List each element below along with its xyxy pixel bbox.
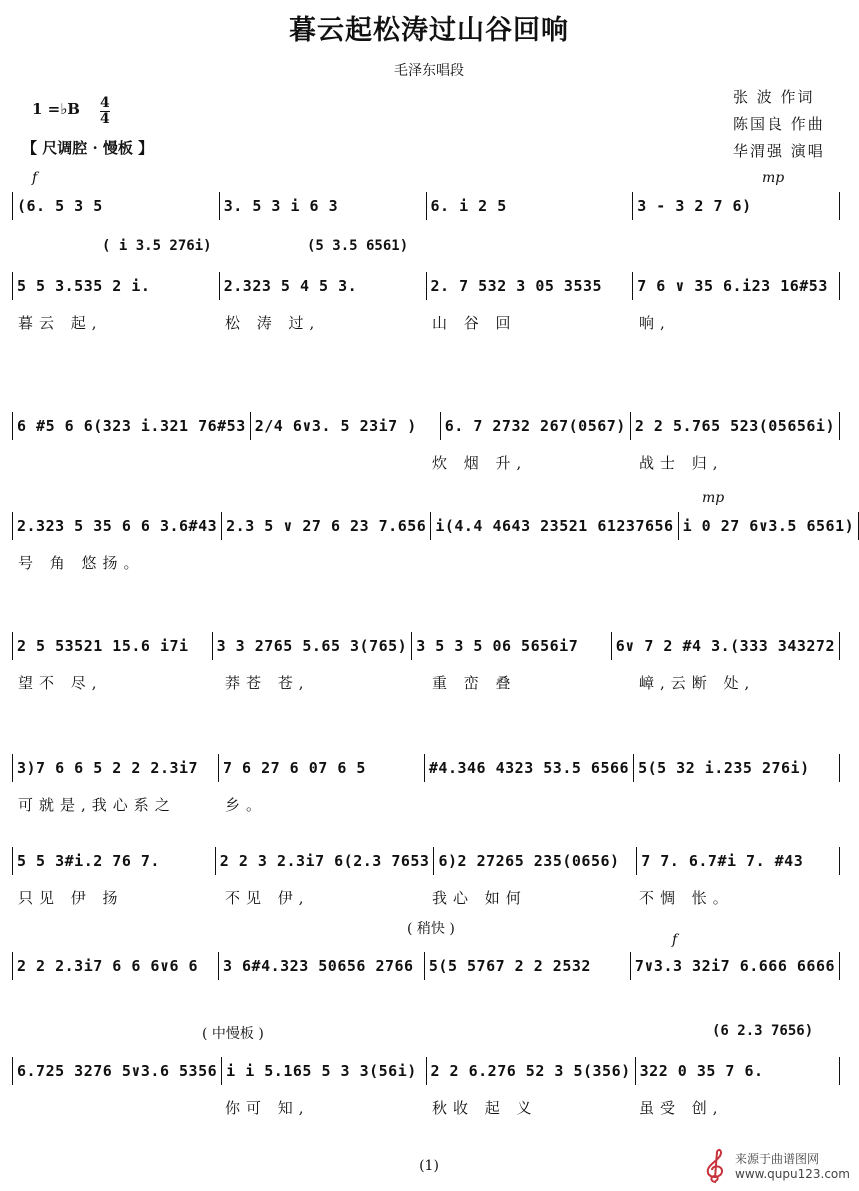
lyric: 乡。 <box>225 796 268 814</box>
page-number: (1) <box>419 1158 439 1174</box>
score-system <box>12 1023 840 1119</box>
dynamic-mark: mp <box>702 490 725 506</box>
lyric <box>426 552 633 574</box>
lyric: 你可 知, <box>225 1099 310 1117</box>
measure-row <box>12 1045 840 1085</box>
measure: 5(5 32 i.235 276i) <box>634 754 840 782</box>
measure-row <box>12 835 840 875</box>
subtitle: 毛泽东唱段 <box>394 63 464 79</box>
measure: i 0 27 6∨3.5 6561) <box>679 512 859 540</box>
measure: 7 7. 6.7#i 7. #43 <box>637 847 840 875</box>
measure: 6 #5 6 6(323 i.321 76#53 <box>12 412 251 440</box>
measure: 2.3 5 ∨ 27 6 23 7.656 <box>222 512 431 540</box>
lyric: 炊 烟 升, <box>432 454 528 472</box>
score-system <box>12 620 840 694</box>
credit-singer: 华渭强 演唱 <box>733 142 825 160</box>
measure: 5 5 3.535 2 i. <box>12 272 220 300</box>
measure: 3)7 6 6 5 2 2 2.3i7 <box>12 754 219 782</box>
tempo-mark: ( 稍快 ) <box>407 921 455 937</box>
measure: 2 2 6.276 52 3 5(356) <box>427 1057 636 1085</box>
measure: 2 2 2.3i7 6 6 6∨6 6 <box>12 952 219 980</box>
lyric <box>12 992 219 1014</box>
watermark-url: www.qupu123.com <box>735 1167 850 1181</box>
lyric: 暮云 起, <box>18 314 103 332</box>
measure-row <box>12 260 840 300</box>
lyric <box>12 452 219 474</box>
lyric: 望不 尽, <box>18 674 103 692</box>
watermark <box>735 1150 850 1181</box>
measure-row <box>12 400 840 440</box>
measure: 5(5 5767 2 2 2532 <box>425 952 631 980</box>
measure: 2 2 3 2.3i7 6(2.3 7653 <box>216 847 435 875</box>
instrumental-line: (6 2.3 7656) <box>712 1023 814 1039</box>
lyric-row <box>12 672 840 694</box>
measure: 7 6 ∨ 35 6.i23 16#53 <box>633 272 840 300</box>
measure: 6. 7 2732 267(0567) <box>441 412 631 440</box>
lyric: 可就是,我心系之 <box>18 796 176 814</box>
lyric-row <box>12 312 840 334</box>
score-system <box>12 921 840 1014</box>
score-system <box>12 490 855 574</box>
score-system <box>12 400 840 474</box>
measure: 2.323 5 4 5 3. <box>220 272 427 300</box>
lyric <box>219 452 426 474</box>
measure: 6∨ 7 2 #4 3.(333 343272 <box>612 632 840 660</box>
measure: 3. 5 3 i 6 3 <box>220 192 427 220</box>
treble-clef-logo-icon <box>700 1148 730 1184</box>
measure: 7 6 27 6 07 6 5 <box>219 754 425 782</box>
lyric: 不见 伊, <box>225 889 310 907</box>
lyric <box>12 1097 219 1119</box>
time-bottom: 4 <box>100 111 110 127</box>
score-system <box>12 238 840 334</box>
measure: 3 3 2765 5.65 3(765) <box>213 632 413 660</box>
measure-row <box>12 742 840 782</box>
lyric: 号 角 悠扬。 <box>18 554 145 572</box>
measure: 3 6#4.323 50656 2766 <box>219 952 425 980</box>
measure-row <box>12 620 840 660</box>
lyric: 莽苍 苍, <box>225 674 310 692</box>
measure: 2.323 5 35 6 6 3.6#43 <box>12 512 222 540</box>
lyric-row <box>12 1097 840 1119</box>
lyric-row <box>12 992 840 1014</box>
measure: 5 5 3#i.2 76 7. <box>12 847 216 875</box>
lyric-row <box>12 452 840 474</box>
time-top: 4 <box>100 95 110 111</box>
measure: 322 0 35 7 6. <box>636 1057 840 1085</box>
lyric <box>633 794 840 816</box>
lyric: 虽受 创, <box>639 1099 724 1117</box>
page-title: 暮云起松涛过山谷回响 <box>289 15 569 46</box>
dynamic-mark: f <box>32 170 38 186</box>
score-system <box>12 742 840 816</box>
lyric: 松 涛 过, <box>225 314 321 332</box>
measure: i i 5.165 5 3 3(56i) <box>222 1057 426 1085</box>
lyric: 只见 伊 扬 <box>18 889 124 907</box>
key-signature: 1 =♭B <box>32 100 80 118</box>
instrumental-line: ( i 3.5 276i) <box>102 238 212 254</box>
time-signature <box>100 96 110 127</box>
measure: 2 5 53521 15.6 i7i <box>12 632 213 660</box>
measure: 6. i 2 5 <box>427 192 634 220</box>
lyric <box>426 794 633 816</box>
lyric: 秋收 起 义 <box>432 1099 538 1117</box>
lyric <box>219 992 426 1014</box>
measure: i(4.4 4643 23521 61237656 <box>431 512 678 540</box>
lyric <box>426 232 633 254</box>
measure: (6. 5 3 5 <box>12 192 220 220</box>
lyric <box>633 232 840 254</box>
lyric-row <box>12 887 840 909</box>
measure-row <box>12 940 840 980</box>
lyric <box>219 552 426 574</box>
measure: 2 2 5.765 523(05656i) <box>631 412 840 440</box>
lyric: 我心 如何 <box>432 889 527 907</box>
lyric: 不惆 怅。 <box>639 889 734 907</box>
measure: 3 5 3 5 06 5656i7 <box>412 632 612 660</box>
lyric-row <box>12 552 840 574</box>
dynamic-mark: mp <box>762 170 785 186</box>
credit-lyricist: 张 波 作词 <box>733 88 815 106</box>
lyric <box>633 992 840 1014</box>
lyric: 战士 归, <box>639 454 724 472</box>
dynamic-mark: f <box>672 932 678 948</box>
credit-composer: 陈国良 作曲 <box>733 115 825 133</box>
watermark-text: 来源于曲谱图网 <box>735 1152 820 1166</box>
measure: 2/4 6∨3. 5 23i7 ) <box>251 412 441 440</box>
measure: 3 - 3 2 7 6) <box>633 192 840 220</box>
measure-row <box>12 500 855 540</box>
measure: 7∨3.3 32i7 6.666 6666 <box>631 952 840 980</box>
measure: 6)2 27265 235(0656) <box>434 847 637 875</box>
score-system <box>12 835 840 909</box>
measure: 2. 7 532 3 05 3535 <box>427 272 634 300</box>
measure-row <box>12 180 840 220</box>
lyric: 山 谷 回 <box>432 314 517 332</box>
lyric: 嶂,云断 处, <box>639 674 756 692</box>
lyric <box>633 552 840 574</box>
lyric: 响, <box>639 314 671 332</box>
measure: 6.725 3276 5∨3.6 5356 <box>12 1057 222 1085</box>
style-mark: 【 尺调腔 · 慢板 】 <box>22 139 154 157</box>
lyric-row <box>12 794 840 816</box>
lyric <box>426 992 633 1014</box>
lyric: 重 峦 叠 <box>432 674 517 692</box>
instrumental-line: (5 3.5 6561) <box>307 238 409 254</box>
tempo-mark: ( 中慢板 ) <box>202 1026 264 1042</box>
measure: #4.346 4323 53.5 6566 <box>425 754 634 782</box>
